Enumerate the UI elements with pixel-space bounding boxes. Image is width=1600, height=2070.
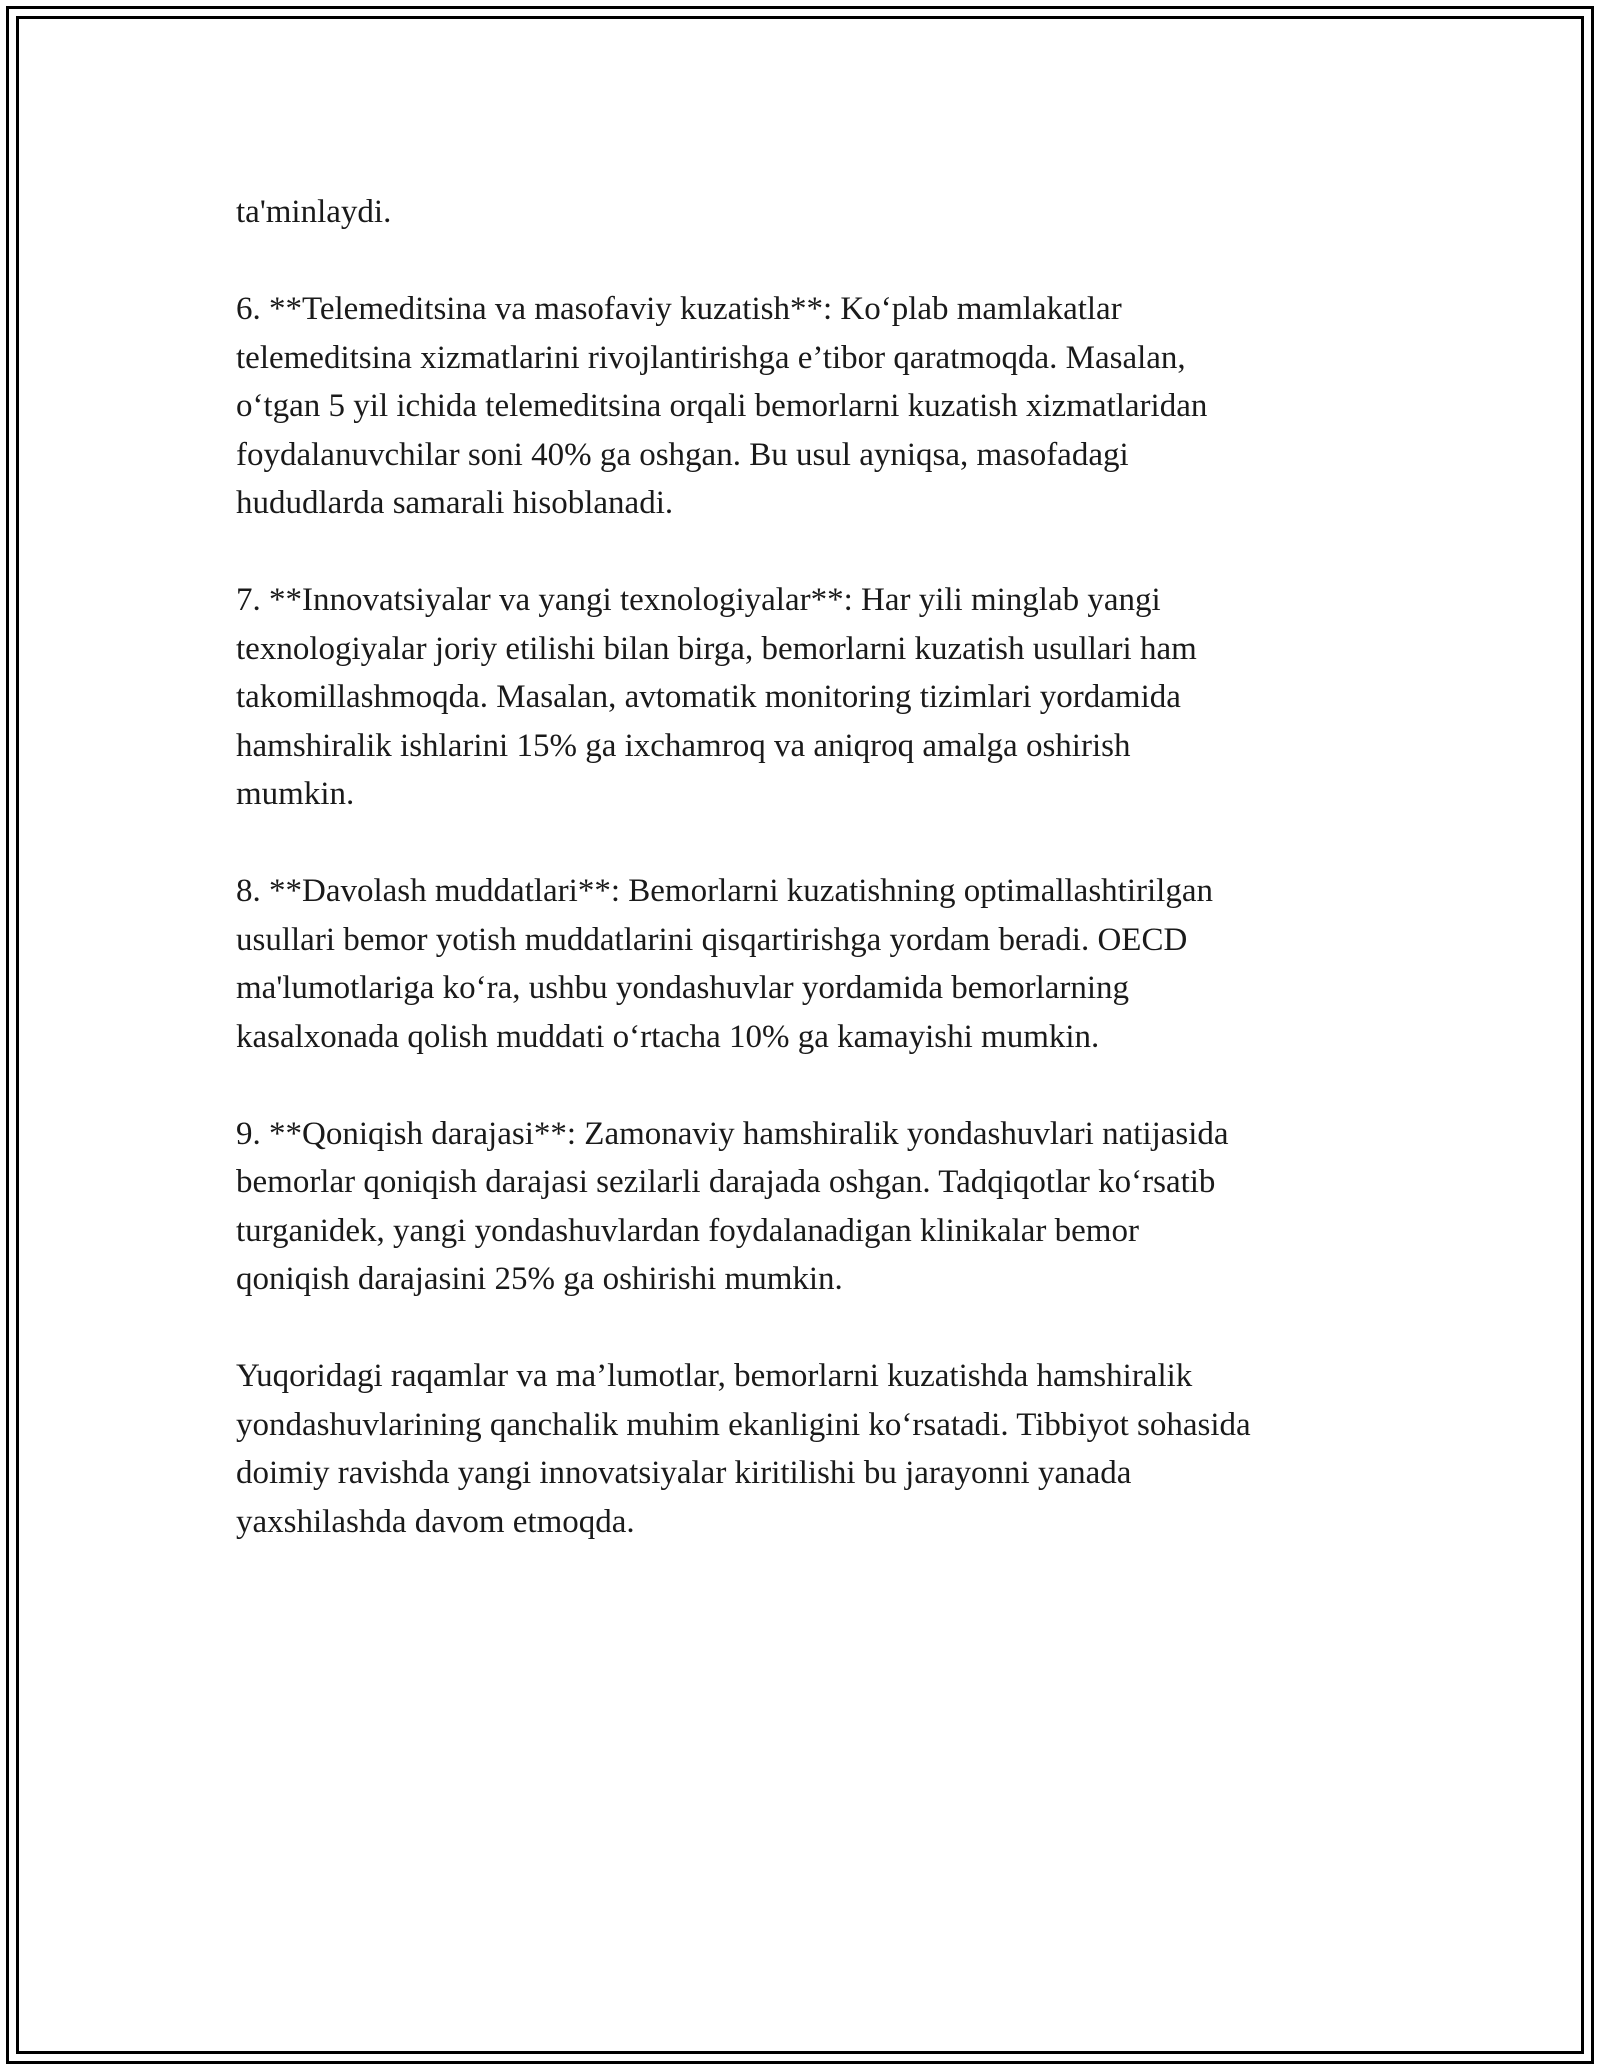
paragraph-item-7: 7. **Innovatsiyalar va yangi texnologiyalar**: Har yili minglab yangi texnologiyalar joriy etilishi bilan birga, bemorlarni kuzatish usullari ham takomillashmoqda. Masalan, avtomatik monitoring tizimlari yordamida hamshiralik ishlarini 15% ga ixchamroq va aniqroq amalga oshirish mumkin.	[236, 582, 1197, 812]
document-body	[236, 188, 1376, 1595]
paragraph-item-9: 9. **Qoniqish darajasi**: Zamonaviy hamshiralik yondashuvlari natijasida bemorlar qoniqish darajasi sezilarli darajada oshgan. Tadqiqotlar ko‘rsatib turganidek, yangi yondashuvlardan foydalanadigan klinikalar bemor qoniqish darajasini 25% ga oshirishi mumkin.	[236, 1115, 1229, 1297]
paragraph-item-8: 8. **Davolash muddatlari**: Bemorlarni kuzatishning optimallashtirilgan usullari bemor yotish muddatlarini qisqartirishga yordam beradi. OECD ma'lumotlariga ko‘ra, ushbu yondashuvlar yordamida bemorlarning kasalxonada qolish muddati o‘rtacha 10% ga kamayishi mumkin.	[236, 873, 1213, 1055]
paragraph-item-6: 6. **Telemeditsina va masofaviy kuzatish**: Ko‘plab mamlakatlar telemeditsina xizmatlarini rivojlantirishga e’tibor qaratmoqda. Masalan, o‘tgan 5 yil ichida telemeditsina orqali bemorlarni kuzatish xizmatlaridan foydalanuvchilar soni 40% ga oshgan. Bu usul ayniqsa, masofadagi hududlarda samarali hisoblanadi.	[236, 291, 1208, 521]
paragraph-continuation: ta'minlaydi.	[236, 194, 392, 230]
paragraph-conclusion: Yuqoridagi raqamlar va ma’lumotlar, bemorlarni kuzatishda hamshiralik yondashuvlarining qanchalik muhim ekanligini ko‘rsatadi. Tibbiyot sohasida doimiy ravishda yangi innovatsiyalar kiritilishi bu jarayonni yanada yaxshilashda davom etmoqda.	[236, 1358, 1251, 1540]
